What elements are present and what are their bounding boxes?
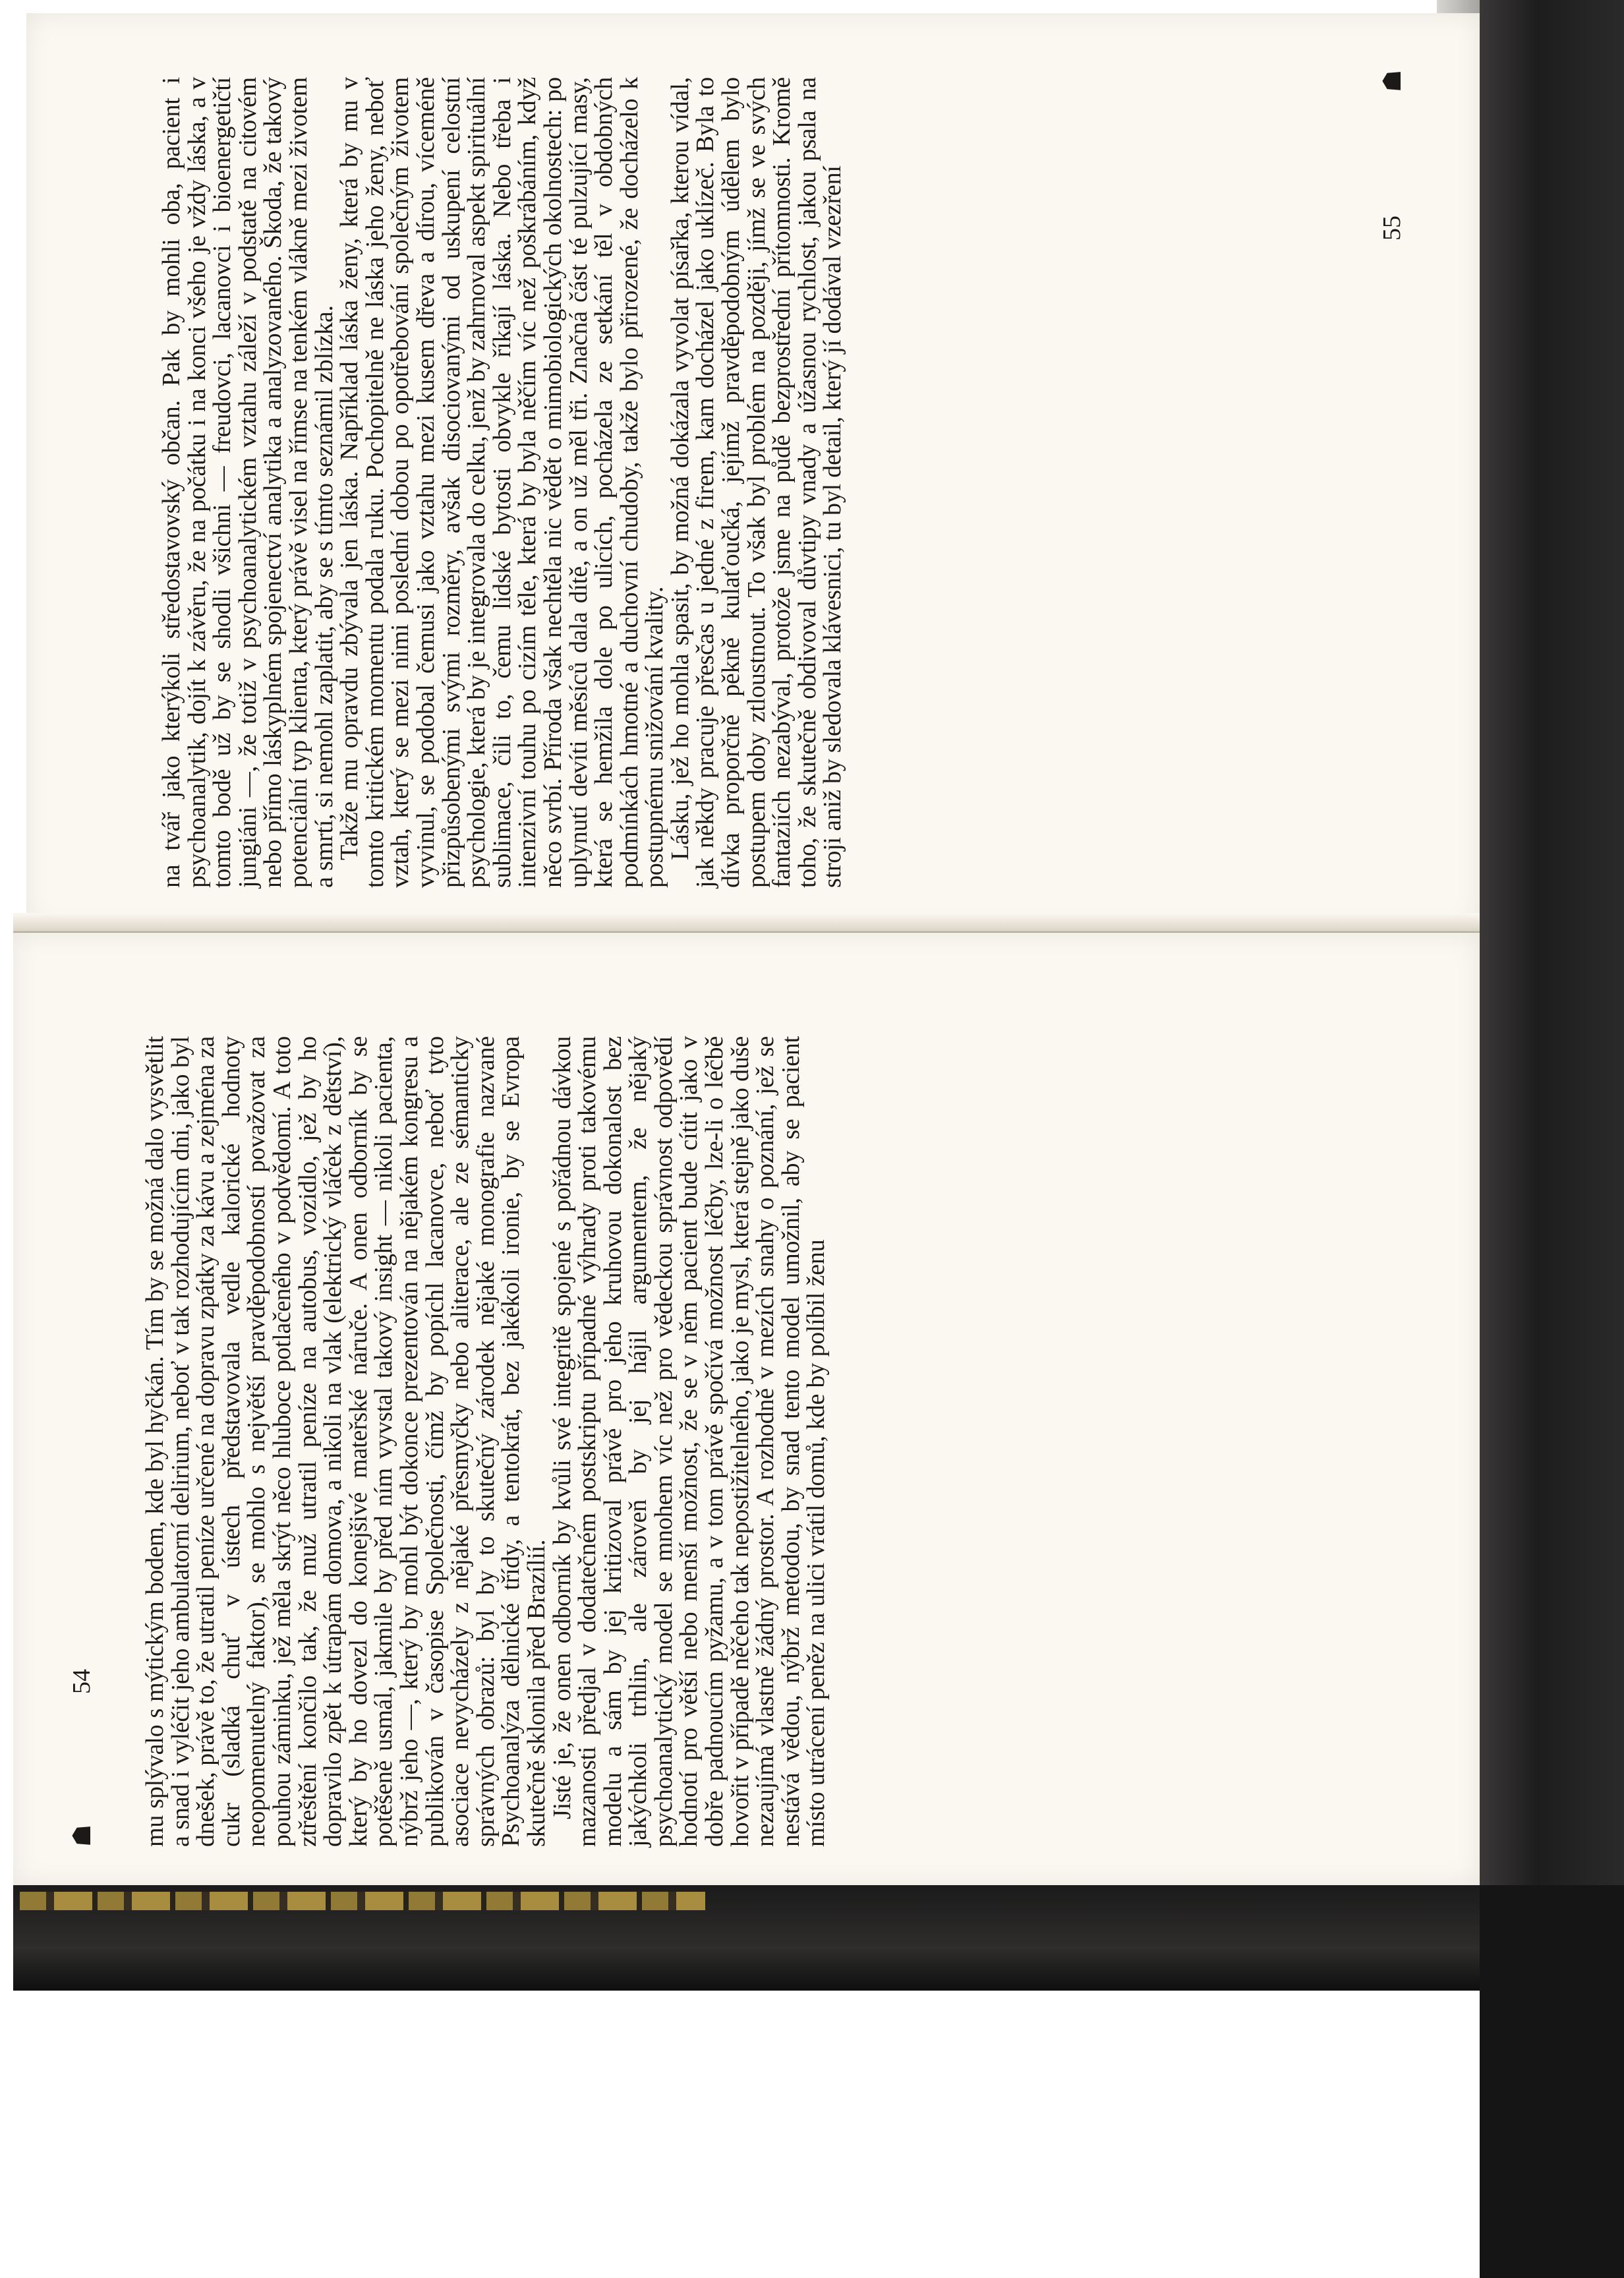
page-number: 55: [1378, 216, 1406, 241]
ornament-icon: ☗: [69, 1824, 96, 1847]
page-number: 54: [68, 1669, 96, 1694]
right-page: [26, 13, 1480, 929]
right-page-text: [159, 77, 846, 888]
right-page-content: [155, 49, 1406, 900]
ornament-icon: ☗: [1379, 69, 1406, 92]
book-cover-corner: [1480, 1885, 1624, 2278]
paragraph: mu splývalo s mýtickým bodem, kde byl hyčkán. Tím by se možná dalo vysvětlit a snad i vyléčit jeho ambulatorní delirium, neboť v tak rozhodujícím dni, jako byl dnešek, právě to, že utratil peníze určené na dopravu zpátky za kávu a zejména za cukr (sladká chuť v ústech představovala vedle kalorické hodnoty neopomenutelný faktor), se mohlo s největší pravděpodobností považovat za pouhou záminku, jež měla skrýt něco hluboce potlačeného v podvědomí. A toto ztřeštění končilo tak, že muž utratil peníze na autobus, vozidlo, jež by ho dopravilo zpět k útrapám domova, a nikoli na vlak (elektrický vláček z dětství), který by ho dovezl do konejšivé mateřské náruče. A onen odborník by se potěšeně usmál, jakmile by před ním vyvstal takový insight — nikoli pacienta, nýbrž jeho —, který by mohl být dokonce prezentován na nějakém kongresu a publikován v časopise Společnosti, čímž by popíchl lacanovce, neboť tyto asociace nevycházely z nějaké přesmyčky nebo aliterace, ale ze sémanticky správných obrazů: byl by to skutečný zárodek nějaké monografie nazvané Psychoanalýza dělnické třídy, a tentokrát, bez jakékoli ironie, by se Evropa skutečně sklonila před Brazílií.: [141, 1036, 550, 1847]
paragraph: na tvář jako kterýkoli středostavovský občan. Pak by mohli oba, pacient i psychoanalytik, dojít k závěru, že na počátku i na konci všeho je vždy láska, a v tomto bodě už by se shodli všichni — freudovci, lacanovci i bioenergetičtí jungiáni —, že totiž v psychoanalytickém vztahu záleží v podstatě na citovém nebo přímo láskyplném spojenectví analytika a analyzovaného. Škoda, že takový potenciální typ klienta, který právě visel na římse na tenkém vlákně mezi životem a smrtí, si nemohl zaplatit, aby se s tímto seznámil zblízka.: [158, 77, 338, 888]
paragraph: Lásku, jež ho mohla spasit, by možná dokázala vyvolat písařka, kterou vídal, jak někdy pracuje přesčas u jedné z firem, kam docházel jako uklízeč. Byla to dívka proporčně pěkně kulaťoučká, jejímž pravděpodobným údělem bylo postupem doby ztloustnout. To však byl problém na později, jímž se ve svých fantaziích nezabýval, protože jsme na půdě bezprostřední přítomnosti. Kromě toho, že skutečně obdivoval důvtipy vnady a úžasnou rychlost, jakou psala na stroji aniž by sledovala klávesnici, tu byl detail, který jí dodával vzezření: [666, 77, 847, 888]
left-page: [13, 933, 1480, 1885]
paragraph: Takže mu opravdu zbývala jen láska. Například láska ženy, která by mu v tomto kritickém momentu podala ruku. Pochopitelně ne láska jeho ženy, neboť vztah, který se mezi nimi poslední dobou po opotřebování společným životem vyvinul, se podobal čemusi jako vztahu mezi kusem dřeva a dírou, víceméně přizpůsobenými svými rozměry, avšak disociovanými od uskupení celostní psychologie, která by je integrovala do celku, jenž by zahrnoval aspekt spirituální sublimace, čili to, čemu lidské bytosti obvykle říkají láska. Nebo třeba i intenzivní touhu po cizím těle, která by byla něčím víc než poškrábáním, když něco svrbí. Příroda však nechtěla nic vědět o mimobiologických okolnostech: po uplynutí devíti měsíců dala dítě, a on už měl tři. Značná část té pulzující masy, která se hemžila dole po ulicích, pocházela ze setkání těl v obdobných podmínkách hmotné a duchovní chudoby, takže bylo přirozené, že docházelo k postupnému snižování kvality.: [335, 77, 669, 888]
gilt-edge: [20, 1892, 705, 1910]
left-page-content: [68, 1008, 1292, 1859]
paragraph: Jisté je, že onen odborník by kvůli své integritě spojené s pořádnou dávkou mazanosti předjal v dodatečném postskriptu případné výhrady proti takovému modelu a sám by jej kritizoval právě pro jeho kruhovou dokonalost bez jakýchkoli trhlin, ale zároveň by jej hájil argumentem, že nějaký psychoanalytický model se mnohem víc než pro vědeckou správnost odpovědí hodnotí pro větší nebo menší možnost, že se v něm pacient bude cítit jako v dobře padnoucím pyžamu, a v tom právě spočívá možnost léčby, lze-li o léčbě hovořit v případě něčeho tak nepostižitelného, jako je mysl, která stejně jako duše nezaujímá vlastně žádný prostor. A rozhodně v mezích snahy o poznání, jež se nestává vědou, nýbrž metodou, by snad tento model umožnil, aby se pacient místo utrácení peněz na ulici vrátil domů, kde by políbil ženu: [548, 1036, 830, 1847]
left-page-text: [142, 1036, 829, 1847]
